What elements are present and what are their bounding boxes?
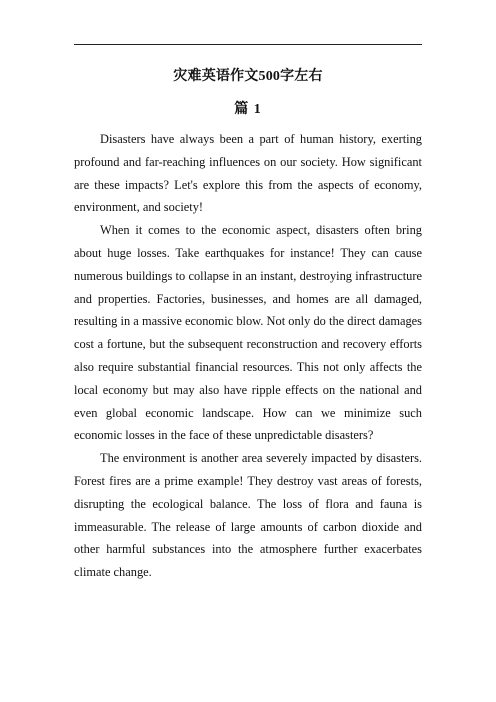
document-body xyxy=(74,128,422,584)
paragraph-3: The environment is another area severely impacted by disasters. Forest fires are a prime example! They destroy vast areas of forests, disrupting the ecological balance. The loss of flora and fauna is immeasurable. The release of large amounts of carbon dioxide and other harmful substances into the atmosphere further exacerbates climate change. xyxy=(74,451,422,580)
document-title: 灾难英语作文500字左右 xyxy=(173,69,323,84)
header-rule xyxy=(74,44,422,45)
paragraph-2: When it comes to the economic aspect, disasters often bring about huge losses. Take earthquakes for instance! They can cause numerous buildings to collapse in an instant, destroying infrastructure and properties. Factories, businesses, and homes are all damaged, resulting in a massive economic blow. Not only do the direct damages cost a fortune, but the subsequent reconstruction and recovery efforts also require substantial financial resources. This not only affects the local economy but may also have ripple effects on the national and even global economic landscape. How can we minimize such economic losses in the face of these unpredictable disasters? xyxy=(74,223,422,443)
section-heading: 篇 1 xyxy=(234,102,262,117)
paragraph-1: Disasters have always been a part of human history, exerting profound and far-reaching influences on our society. How significant are these impacts? Let's explore this from the aspects of economy, environment, and society! xyxy=(74,132,422,215)
